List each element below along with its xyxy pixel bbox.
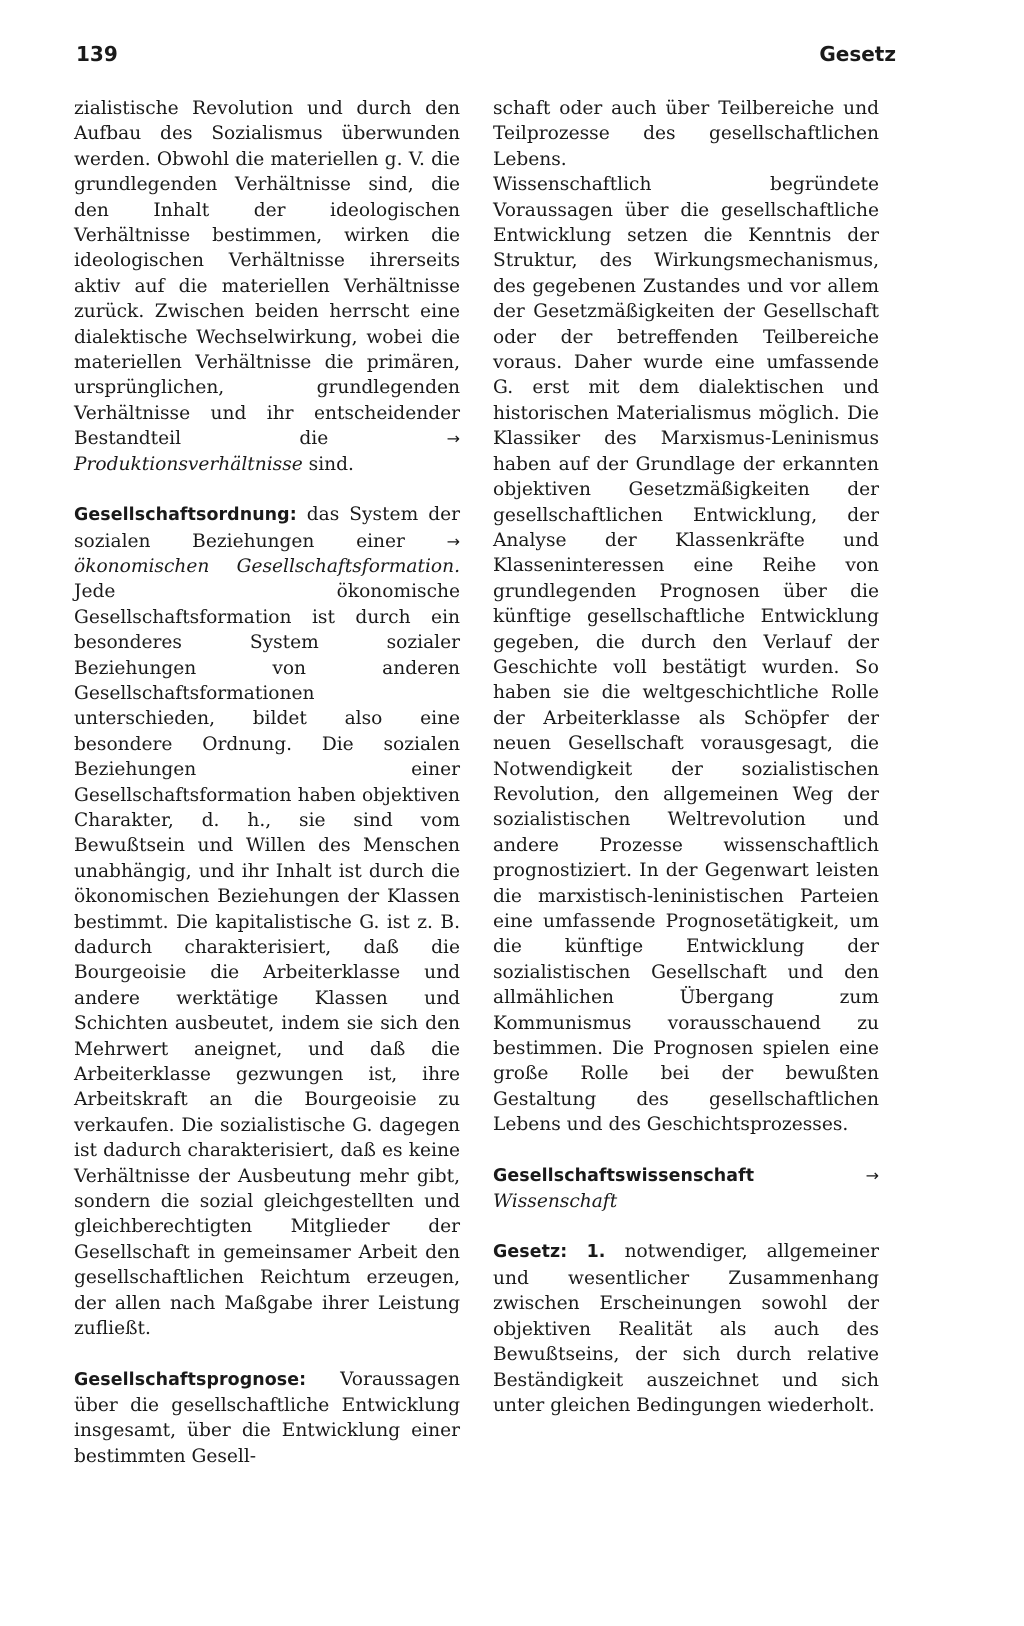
entry-gesellschaftsprognose xyxy=(74,1367,460,1470)
entry-term: Gesellschaftsordnung: xyxy=(74,505,297,526)
entry-gesetz xyxy=(493,1239,879,1418)
entry-text: das System der sozialen Beziehungen einer xyxy=(74,504,460,552)
page-number: 139 xyxy=(76,42,118,66)
cross-reference-arrow: → xyxy=(865,1165,879,1185)
continuation-paragraph: schaft oder auch über Teilbereiche und Teilprozesse des gesellschaftlichen Lebens. xyxy=(493,98,879,170)
entry-text: notwendiger, allgemeiner und wesentlicher Zusammenhang zwischen Erscheinungen sowohl der objektiven Realität als auch des Bewußtseins, der sich durch relative Beständigkeit auszeichnet und sich unter gleichen Bedingungen wiederholt. xyxy=(493,1241,879,1416)
entry-gesellschaftsordnung xyxy=(74,502,460,1341)
entry-term: Gesellschaftswissenschaft xyxy=(493,1165,755,1186)
entry-term: Gesellschaftsprognose: xyxy=(74,1369,307,1390)
entry-gesellschaftswissenschaft xyxy=(493,1163,879,1215)
sense-number: 1. xyxy=(567,1242,606,1263)
cross-reference-produktionsverhaeltnisse: Produktionsverhältnisse xyxy=(74,453,303,475)
entry-term: Gesetz: xyxy=(493,1242,568,1263)
running-head: Gesetz xyxy=(819,42,896,66)
paragraph-text: zialistische Revolution und durch den Aufbau des Sozialismus überwunden werden. Obwohl die materiellen g. V. die grundlegenden Verhältnisse sind, die den Inhalt der ideologischen Verhältnisse bestimmen, wirken die ideologischen Verhältnisse ihrerseits aktiv auf die materiellen Verhältnisse zurück. Zwischen beiden herrscht eine dialektische Wechselwirkung, wobei die materiellen Verhältnisse die primären, ursprünglichen, grundlegenden Verhältnisse und ihr entscheidender Bestandteil die xyxy=(74,98,460,450)
continuation-paragraph xyxy=(74,96,460,477)
right-column xyxy=(493,96,879,1418)
left-column xyxy=(74,96,460,1469)
cross-reference-arrow: → xyxy=(446,531,460,551)
entry-text: Voraussagen über die gesellschaftliche Entwicklung insgesamt, über die Entwicklung einer bestimmten Gesell- xyxy=(74,1368,460,1467)
paragraph: Wissenschaftlich begründete Voraussagen über die gesellschaftliche Entwicklung setzen die Kenntnis der Struktur, des Wirkungsmechanismus, des gegebenen Zustandes und vor allem der Gesetzmäßigkeiten der Gesellschaft oder der betreffenden Teilbereiche voraus. Daher wurde eine umfassende G. erst mit dem dialektischen und historischen Materialismus möglich. Die Klassiker des Marxismus-Leninismus haben auf der Grundlage der erkannten objektiven Gesetzmäßigkeiten der gesellschaftlichen Entwicklung, der Analyse der Klassenkräfte und Klasseninteressen eine Reihe von grundlegenden Prognosen über die künftige gesellschaftliche Entwicklung gegeben, die durch den Verlauf der Geschichte voll bestätigt wurden. So haben sie die weltgeschichtliche Rolle der Arbeiterklasse als Schöpfer der neuen Gesellschaft vorausgesagt, die Notwendigkeit der sozialistischen Revolution, den allgemeinen Weg der sozialistischen Weltrevolution und andere Prozesse wissenschaftlich prognostiziert. In der Gegenwart leisten die marxistisch-leninistischen Parteien eine umfassende Prognosetätigkeit, um die künftige Entwicklung der sozialistischen Gesellschaft und den allmählichen Übergang zum Kommunismus vorausschauend zu bestimmen. Die Prognosen spielen eine große Rolle bei der bewußten Gestaltung des gesellschaftlichen Lebens und des Geschichtsprozesses. xyxy=(493,174,879,1136)
paragraph-text-end: sind. xyxy=(302,453,354,475)
cross-reference-gesellschaftsformation: ökonomischen Gesellschaftsformation. xyxy=(74,555,460,577)
cross-reference-wissenschaft: Wissenschaft xyxy=(493,1191,618,1213)
cross-reference-arrow: → xyxy=(446,429,460,449)
entry-text: Jede ökonomische Gesellschaftsformation ist durch ein besonderes System sozialer Beziehungen von anderen Gesellschaftsformationen unterschieden, bildet also eine besondere Ordnung. Die sozialen Beziehungen einer Gesellschaftsformation haben objektiven Charakter, d. h., sie sind vom Bewußtsein und Willen des Menschen unabhängig, und ihr Inhalt ist durch die ökonomischen Beziehungen der Klassen bestimmt. Die kapitalistische G. ist z. B. dadurch charakterisiert, daß die Bourgeoisie die Arbeiterklasse und andere werktätige Klassen und Schichten ausbeutet, indem sie sich den Mehrwert aneignet, und daß die Arbeiterklasse gezwungen ist, ihre Arbeitskraft an die Bourgeoisie zu verkaufen. Die sozialistische G. dagegen ist dadurch charakterisiert, daß es keine Verhältnisse der Ausbeutung mehr gibt, sondern die sozial gleichgestellten und gleichberechtigten Mitglieder der Gesellschaft in gemeinsamer Arbeit den gesellschaftlichen Reichtum erzeugen, der allen nach Maßgabe ihrer Leistung zufließt. xyxy=(74,581,460,1340)
